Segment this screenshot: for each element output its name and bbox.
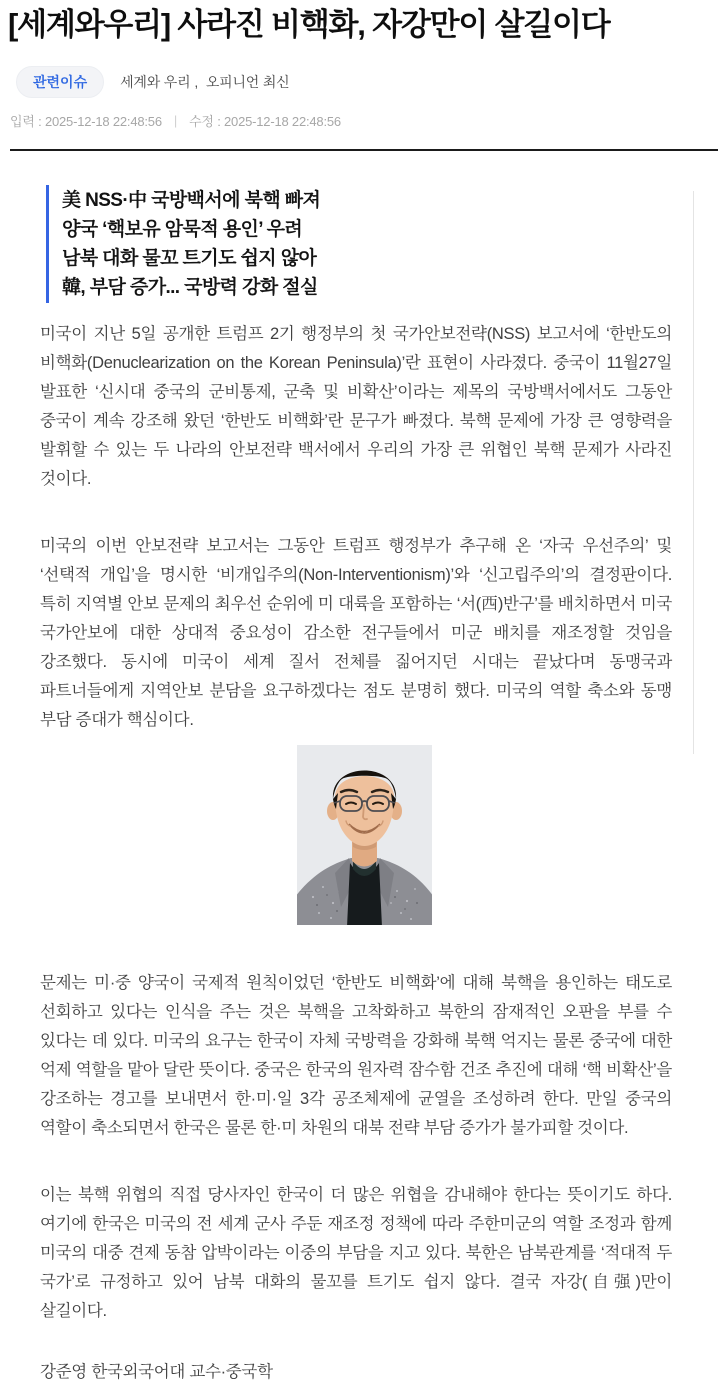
paragraph-1: 미국이 지난 5일 공개한 트럼프 2기 행정부의 첫 국가안보전략(NSS) 보고서에 ‘한반도의 비핵화(Denuclearization on the Korean Peninsula)’란 표현이 사라졌다. 중국이 11월27일 발표한 ‘신시대 중국의 군비통제, 군축 및 비확산’이라는 제목의 국방백서에서도 그동안 중국이 계속 강조해 왔던 ‘한반도 비핵화’란 문구가 빠졌다. 북핵 문제에 가장 큰 영향력을 발휘할 수 있는 두 나라의 안보전략 백서에서 우리의 가장 큰 위협인 북핵 문제가 사라진 것이다. [40,324,672,488]
author-portrait-illustration [297,745,432,925]
summary-line: 양국 ‘핵보유 암묵적 용인’ 우려 [62,218,303,240]
related-issue-row [16,66,728,98]
article-body-lower [40,969,672,1326]
author-byline: 강준영 한국외국어대 교수·중국학 [40,1362,273,1381]
published-timestamp: 입력 : 2025-12-18 22:48:56 [10,113,162,129]
summary-line: 남북 대화 물꼬 트기도 쉽지 않아 [62,247,317,269]
category-links [120,72,289,92]
article-body [40,320,672,735]
header-divider [10,149,718,151]
summary-line: 美 NSS·中 국방백서에 북핵 빠져 [62,189,321,211]
date-divider: | [173,112,178,128]
category-separator: , [194,73,199,90]
related-issue-badge[interactable]: 관련이슈 [16,66,104,98]
author-photo [297,745,432,925]
modified-timestamp: 수정 : 2025-12-18 22:48:56 [189,113,341,129]
category-link-opinion-latest[interactable]: 오피니언 최신 [205,73,290,90]
summary-line: 韓, 부담 증가... 국방력 강화 절실 [62,276,318,298]
content-right-rule [693,191,694,754]
paragraph-2: 미국의 이번 안보전략 보고서는 그동안 트럼프 행정부가 추구해 온 ‘자국 우선주의’ 및 ‘선택적 개입’을 명시한 ‘비개입주의(Non-Interventionism)’와 ‘신고립주의’의 결정판이다. 특히 지역별 안보 문제의 최우선 순위에 미 대륙을 포함하는 ‘서(西)반구’를 배치하면서 미국 국가안보에 대한 상대적 중요성이 감소한 전구들에서 미군 배치를 재조정할 것임을 강조했다. 동시에 미국이 세계 질서 전체를 짊어지던 시대는 끝났다며 동맹국과 파트너들에게 지역안보 분담을 요구하겠다는 점도 분명히 했다. 미국의 역할 축소와 동맹 부담 증대가 핵심이다. [40,536,672,729]
date-row [10,111,728,130]
lead-summary-quote [46,185,608,303]
page-title: [세계와우리] 사라진 비핵화, 자강만이 살길이다 [8,7,610,42]
article-page [0,4,728,1381]
category-link-segyewauri[interactable]: 세계와 우리 [120,73,191,90]
paragraph-4: 이는 북핵 위협의 직접 당사자인 한국이 더 많은 위협을 감내해야 한다는 뜻이기도 하다. 여기에 한국은 미국의 전 세계 군사 주둔 재조정 정책에 따라 주한미군의 역할 조정과 함께 미국의 대중 견제 동참 압박이라는 이중의 부담을 지고 있다. 북한은 남북관계를 ‘적대적 두 국가’로 규정하고 있어 남북 대화의 물꼬를 트기도 쉽지 않다. 결국 자강(自强)만이 살길이다. [40,1185,672,1320]
paragraph-3: 문제는 미·중 양국이 국제적 원칙이었던 ‘한반도 비핵화’에 대해 북핵을 용인하는 태도로 선회하고 있다는 인식을 주는 것은 북핵을 고착화하고 북한의 잠재적인 오판을 부를 수 있다는 데 있다. 미국의 요구는 한국이 자체 국방력을 강화해 북핵 억지는 물론 중국에 대한 억제 역할을 맡아 달란 뜻이다. 중국은 한국의 원자력 잠수함 건조 추진에 대해 ‘핵 비확산’을 강조하는 경고를 보내면서 한·미·일 3각 공조체제에 균열을 조성하려 한다. 만일 중국의 역할이 축소되면서 한국은 물론 한·미 차원의 대북 전략 부담 증가가 불가피할 것이다. [40,973,672,1137]
